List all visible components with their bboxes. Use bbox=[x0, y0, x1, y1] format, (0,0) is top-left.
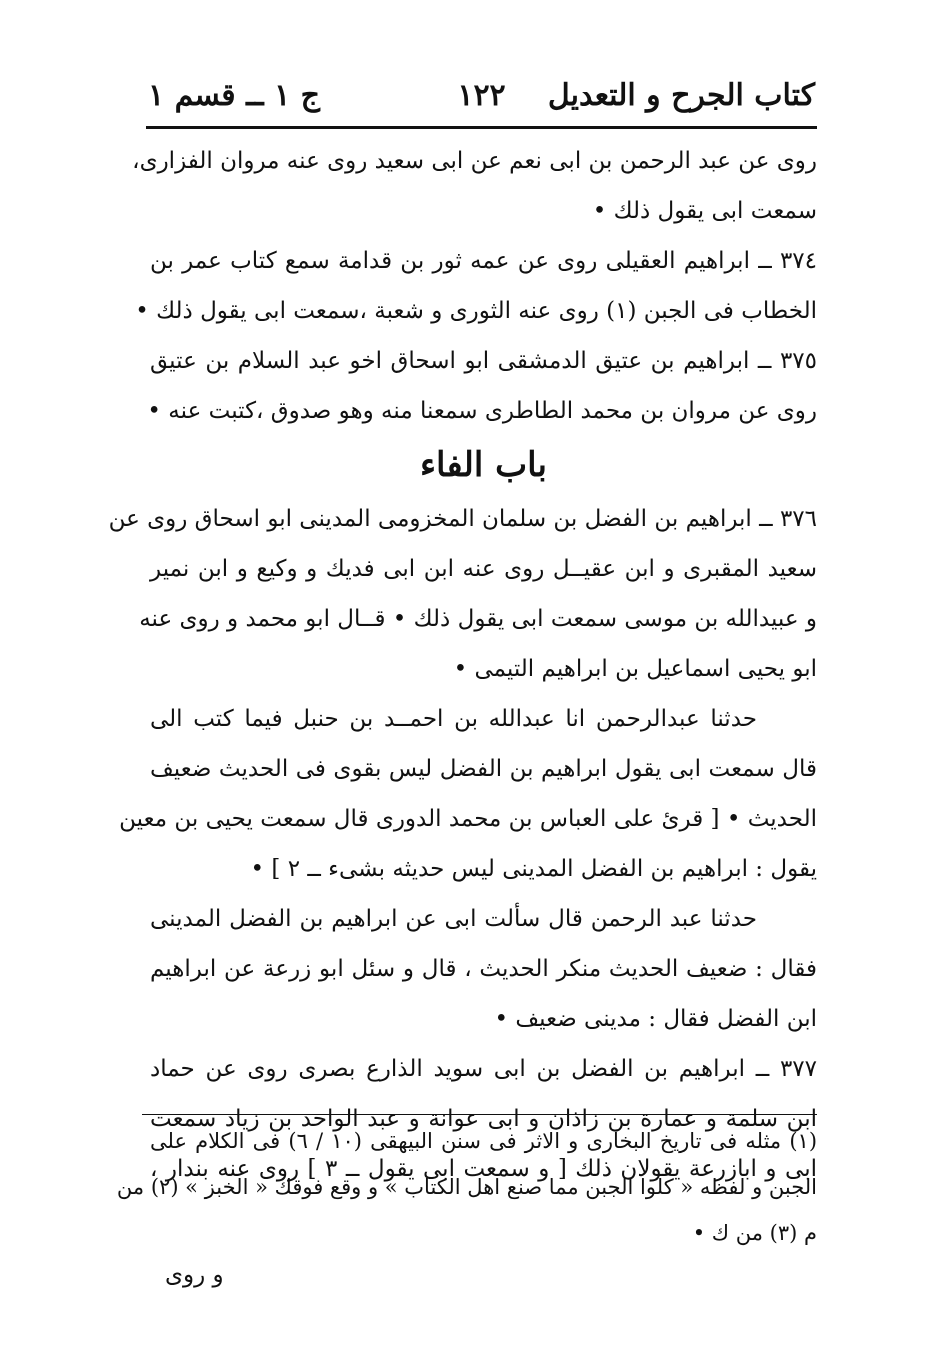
entry-374: ٣٧٤ ــ ابراهيم العقيلى روى عن عمه ثور بن قدامة سمع كتاب عمر بن bbox=[150, 248, 817, 274]
footnote-line: الجبن و لفظه « كلوا الجبن مما صنع اهل الكتاب » و وقع فوقك « الخبز » (٢) من bbox=[116, 1175, 817, 1199]
text-line: فقال : ضعيف الحديث منكر الحديث ، قال و سئل ابو زرعة عن ابراهيم bbox=[150, 956, 817, 982]
text-line: ابى و ابازرعة يقولان ذلك [ و سمعت ابى يقول ــ ٣ ] روى عنه بندار ، bbox=[150, 1156, 817, 1182]
entry-376: ٣٧٦ ــ ابراهيم بن الفضل بن سلمان المخزومى المدينى ابو اسحاق روى عن bbox=[108, 506, 817, 532]
text-line: الحديث • [ قرئ على العباس بن محمد الدورى قال سمعت يحيى بن معين bbox=[119, 806, 817, 832]
footnotes bbox=[116, 1118, 818, 1256]
text-line: ابن الفضل فقال : مدينى ضعيف • bbox=[494, 1006, 817, 1032]
text-line: حدثنا عبدالرحمن انا عبدالله بن احمــد بن حنبل فيما كتب الى bbox=[150, 706, 757, 732]
text-line: حدثنا عبد الرحمن قال سألت ابى عن ابراهيم بن الفضل المدينى bbox=[150, 906, 757, 932]
volume-label: ج ١ ــ قسم ١ bbox=[148, 78, 321, 113]
text-line: ابو يحيى اسماعيل بن ابراهيم التيمى • bbox=[453, 656, 817, 682]
text-line: سمعت ابى يقول ذلك • bbox=[592, 198, 817, 224]
text-line: ابن سلمة و عمارة بن زاذان و ابى عوانة و عبد الواحد بن زياد سمعت bbox=[150, 1106, 817, 1132]
entry-377: ٣٧٧ ــ ابراهيم بن الفضل بن ابى سويد الذارع بصرى روى عن حماد bbox=[150, 1056, 817, 1082]
text-line: الخطاب فى الجبن (١) روى عنه الثورى و شعبة ،سمعت ابى يقول ذلك • bbox=[135, 298, 817, 324]
footnote-line: (١) مثله فى تاريخ البخارى و الاثر فى سنن البيهقى (١٠ / ٦) فى الكلام على bbox=[150, 1129, 818, 1153]
text-line: قال سمعت ابى يقول ابراهيم بن الفضل ليس بقوى فى الحديث ضعيف bbox=[150, 756, 817, 782]
footnote-line: م (٣) من ك • bbox=[692, 1221, 817, 1245]
text-line: و عبيدالله بن موسى سمعت ابى يقول ذلك • قــال ابو محمد و روى عنه bbox=[139, 606, 817, 632]
book-title: كتاب الجرح و التعديل bbox=[547, 78, 815, 113]
text-line: روى عن مروان بن محمد الطاطرى سمعنا منه وهو صدوق ،كتبت عنه • bbox=[147, 398, 817, 424]
footnote-rule bbox=[142, 1114, 817, 1115]
page-number: ١٢٢ bbox=[457, 78, 506, 113]
header-rule bbox=[146, 126, 817, 129]
catchword: و روى bbox=[165, 1262, 224, 1288]
running-header bbox=[148, 72, 815, 124]
section-heading: باب الفاء bbox=[419, 445, 548, 485]
main-text bbox=[108, 136, 817, 1194]
entry-375: ٣٧٥ ــ ابراهيم بن عتيق الدمشقى ابو اسحاق اخو عبد السلام بن عتيق bbox=[150, 348, 817, 374]
text-line: سعيد المقبرى و ابن عقيــل روى عنه ابن ابى فديك و وكيع و ابن نمير bbox=[150, 556, 817, 582]
text-line: يقول : ابراهيم بن الفضل المدينى ليس حديثه بشىء ــ ٢ ] • bbox=[250, 856, 817, 882]
text-line: روى عن عبد الرحمن بن ابى نعم عن ابى سعيد روى عنه مروان الفزارى، bbox=[132, 148, 817, 174]
